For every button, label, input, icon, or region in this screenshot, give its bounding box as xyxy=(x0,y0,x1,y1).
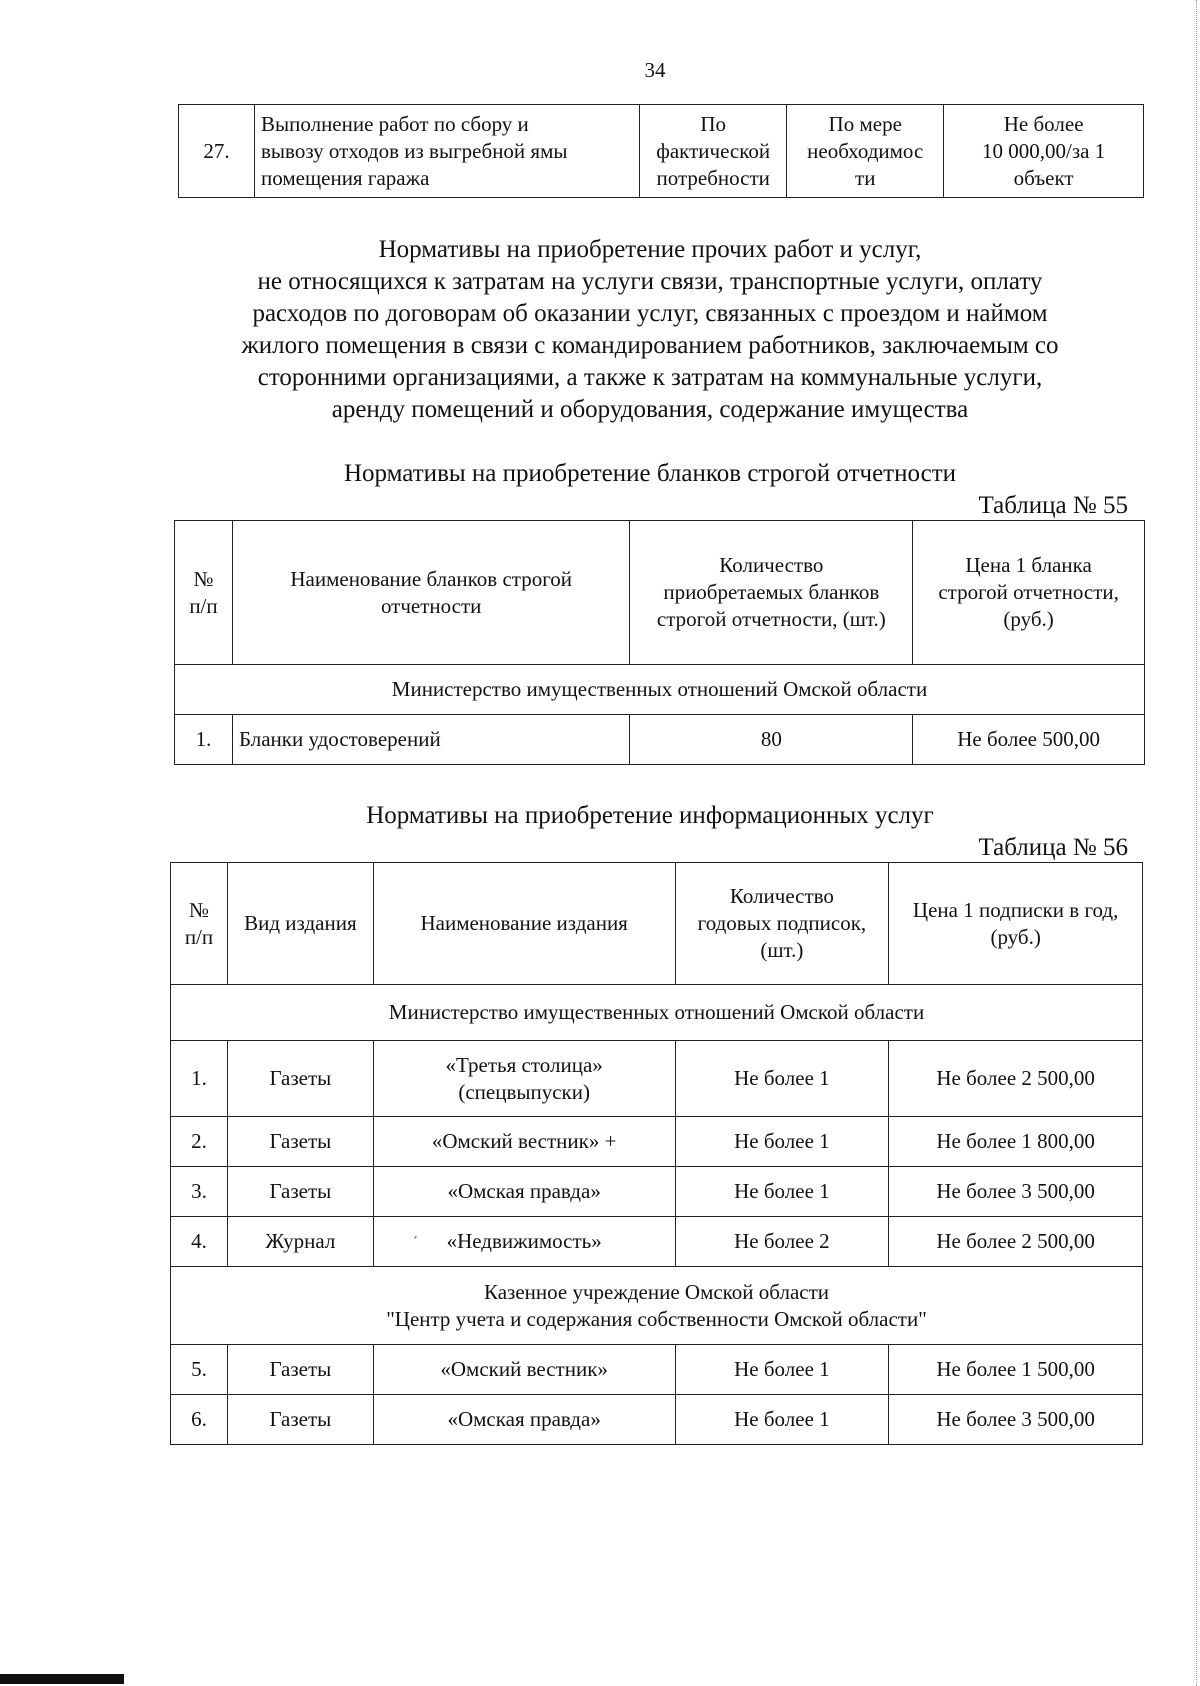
price-line: объект xyxy=(1013,165,1074,190)
header-line: п/п xyxy=(189,593,218,618)
heading-line: сторонними организациями, а также к затратам на коммунальные услуги, xyxy=(257,364,1043,391)
header-line: приобретаемых бланков xyxy=(663,580,880,604)
main-heading xyxy=(150,234,1150,426)
edition-type: Газеты xyxy=(227,1041,373,1117)
header-line: № xyxy=(188,897,209,922)
edition-name: «Омский вестник» xyxy=(373,1345,675,1395)
header-price xyxy=(889,863,1143,985)
row-number: 3. xyxy=(171,1167,228,1217)
row-number: 6. xyxy=(171,1395,228,1445)
blank-price: Не более 500,00 xyxy=(913,715,1145,765)
section-title xyxy=(171,1267,1143,1345)
edition-name-line: «Третья столица» xyxy=(445,1052,603,1077)
heading-line: не относящихся к затратам на услуги связи, транспортные услуги, оплату xyxy=(257,268,1043,295)
header-line: годовых подписок, xyxy=(697,911,867,935)
header-line: строгой отчетности, xyxy=(938,580,1119,604)
row-number: 1. xyxy=(175,715,233,765)
subscription-qty: Не более 1 xyxy=(675,1345,889,1395)
subscription-qty: Не более 1 xyxy=(675,1167,889,1217)
header-num xyxy=(171,863,228,985)
header-num xyxy=(175,521,233,665)
header-qty xyxy=(630,521,913,665)
frequency-line: необходимос xyxy=(807,138,924,163)
edition-type: Журнал xyxy=(227,1217,373,1267)
header-name: Наименование издания xyxy=(373,863,675,985)
table56-heading: Нормативы на приобретение информационных услуг xyxy=(366,802,934,829)
table-56 xyxy=(170,862,1143,1445)
header-name xyxy=(232,521,630,665)
section-row xyxy=(171,985,1143,1041)
edition-type: Газеты xyxy=(227,1345,373,1395)
edition-type: Газеты xyxy=(227,1167,373,1217)
frequency-cell xyxy=(787,105,944,198)
edition-name: «Омский вестник» + xyxy=(373,1117,675,1167)
header-line: (руб.) xyxy=(990,924,1041,949)
section-title: Министерство имущественных отношений Омской области xyxy=(171,985,1143,1041)
header-line: строгой отчетности, (шт.) xyxy=(656,607,886,631)
scan-edge-bar xyxy=(0,1674,124,1684)
section-row xyxy=(171,1267,1143,1345)
heading-line: Нормативы на приобретение прочих работ и услуг, xyxy=(378,236,922,263)
header-line: (шт.) xyxy=(760,938,804,962)
blank-qty: 80 xyxy=(630,715,913,765)
subscription-qty: Не более 1 xyxy=(675,1117,889,1167)
heading-line: жилого помещения в связи с командированием работников, заключаемым со xyxy=(241,332,1059,359)
section-title: Министерство имущественных отношений Омской области xyxy=(175,665,1145,715)
price-line: 10 000,00/за 1 xyxy=(982,138,1106,163)
edition-name: «Омская правда» xyxy=(373,1167,675,1217)
header-line: Количество xyxy=(719,553,824,577)
header-price xyxy=(913,521,1145,665)
section-title-line: Казенное учреждение Омской области xyxy=(483,1279,829,1304)
edition-name: «Недвижимость» xyxy=(373,1217,675,1267)
header-line: (руб.) xyxy=(1003,607,1054,631)
table-row xyxy=(171,1167,1143,1217)
table-row xyxy=(171,1217,1143,1267)
header-line: отчетности xyxy=(380,593,482,618)
row-number: 4. xyxy=(171,1217,228,1267)
header-line: Количество xyxy=(729,884,834,908)
volume-line: потребности xyxy=(656,165,770,190)
page-number: 34 xyxy=(644,58,666,82)
table-row xyxy=(175,715,1145,765)
heading-line: расходов по договорам об оказании услуг, связанных с проездом и наймом xyxy=(252,300,1048,327)
table-row xyxy=(171,1117,1143,1167)
edition-type: Газеты xyxy=(227,1395,373,1445)
work-name-cell xyxy=(255,105,640,198)
table56-label: Таблица № 56 xyxy=(978,834,1128,861)
header-type: Вид издания xyxy=(227,863,373,985)
table55-heading: Нормативы на приобретение бланков строгой отчетности xyxy=(343,460,956,487)
header-line: № xyxy=(193,566,214,591)
table-header-row xyxy=(175,521,1145,665)
continued-table xyxy=(178,104,1144,198)
work-name-line: Выполнение работ по сбору и xyxy=(261,111,529,136)
table55-label: Таблица № 55 xyxy=(978,492,1128,519)
row-number: 27. xyxy=(179,105,255,198)
subscription-qty: Не более 1 xyxy=(675,1041,889,1117)
subscription-qty: Не более 1 xyxy=(675,1395,889,1445)
header-line: Цена 1 бланка xyxy=(965,553,1092,577)
section-title-line: "Центр учета и содержания собственности Омской области" xyxy=(386,1306,927,1331)
row-number: 2. xyxy=(171,1117,228,1167)
volume-line: фактической xyxy=(656,138,771,163)
header-line: п/п xyxy=(184,924,214,949)
subscription-price: Не более 1 800,00 xyxy=(889,1117,1143,1167)
table-row xyxy=(179,105,1144,198)
table-row xyxy=(171,1395,1143,1445)
subscription-price: Не более 3 500,00 xyxy=(889,1395,1143,1445)
scan-mark: ˊ xyxy=(413,1235,418,1250)
frequency-line: ти xyxy=(855,165,876,190)
subscription-qty: Не более 2 xyxy=(675,1217,889,1267)
row-number: 1. xyxy=(171,1041,228,1117)
volume-cell xyxy=(640,105,787,198)
subscription-price: Не более 2 500,00 xyxy=(889,1041,1143,1117)
work-name-line: вывозу отходов из выгребной ямы xyxy=(261,138,568,163)
table-row xyxy=(171,1041,1143,1117)
frequency-line: По мере xyxy=(828,111,902,136)
edition-name xyxy=(373,1041,675,1117)
subscription-price: Не более 3 500,00 xyxy=(889,1167,1143,1217)
edition-name-line: (спецвыпуски) xyxy=(458,1079,590,1104)
work-name-line: помещения гаража xyxy=(261,165,430,190)
volume-line: По xyxy=(700,111,727,136)
subscription-price: Не более 1 500,00 xyxy=(889,1345,1143,1395)
edition-type: Газеты xyxy=(227,1117,373,1167)
scan-edge-line xyxy=(1194,0,1197,1686)
subscription-price: Не более 2 500,00 xyxy=(889,1217,1143,1267)
price-cell xyxy=(944,105,1144,198)
header-line: Наименование бланков строгой xyxy=(290,566,573,591)
price-line: Не более xyxy=(1003,111,1084,136)
header-qty xyxy=(675,863,889,985)
edition-name: «Омская правда» xyxy=(373,1395,675,1445)
section-row xyxy=(175,665,1145,715)
heading-line: аренду помещений и оборудования, содержание имущества xyxy=(331,396,969,423)
table-header-row xyxy=(171,863,1143,985)
header-line: Цена 1 подписки в год, xyxy=(912,897,1119,922)
row-number: 5. xyxy=(171,1345,228,1395)
table-55 xyxy=(174,520,1145,765)
blank-name: Бланки удостоверений xyxy=(232,715,630,765)
table-row xyxy=(171,1345,1143,1395)
